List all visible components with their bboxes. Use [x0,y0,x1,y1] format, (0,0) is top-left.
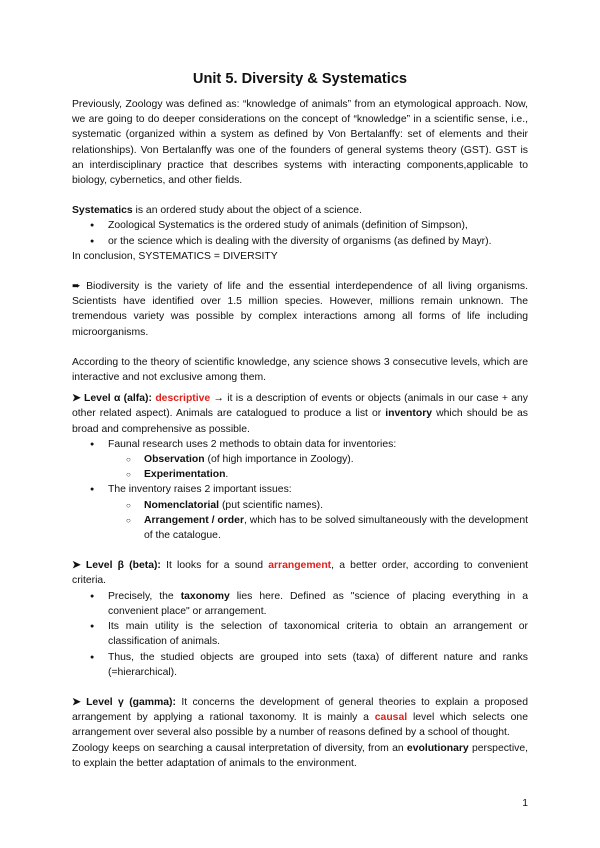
document-page [72,70,528,771]
level-beta-list [72,589,528,680]
list-item: ● Faunal research uses 2 methods to obtain data for inventories: ○ Observation (of high importance in Zoology). ○ Experimentation. [72,437,528,483]
list-item: ○ Nomenclatorial (put scientific names). [108,498,528,513]
list-item: ● Zoological Systematics is the ordered study of animals (definition of Simpson), [72,218,528,233]
list-item: ○ Arrangement / order, which has to be solved simultaneously with the development of the catalogue. [108,513,528,543]
systematics-list [72,218,528,248]
level-gamma-label: ➤ Level γ (gamma): [72,696,176,708]
causal-keyword: causal [374,712,408,724]
systematics-conclusion: In conclusion, SYSTEMATICS = DIVERSITY [72,250,278,262]
list-item: ● Precisely, the taxonomy lies here. Defined as "science of placing everything in a convenient place" or arrangement. [72,589,528,619]
list-item: ● The inventory raises 2 important issues: ○ Nomenclatorial (put scientific names). ○ Arrangement / order, which has to be solved simultaneously with the development of the catalogue. [72,482,528,543]
level-beta-label: ➤ Level β (beta): [72,560,161,572]
methods-list [108,452,528,482]
list-item: ● Thus, the studied objects are grouped into sets (taxa) of different nature and ranks (=hierarchical). [72,650,528,680]
issues-list [108,498,528,544]
systematics-definition: Systematics is an ordered study about the object of a science. [72,205,362,217]
page-title: Unit 5. Diversity & Systematics [192,71,408,87]
biodiversity-paragraph: ➨ Biodiversity is the variety of life and the essential interdependence of all living organisms. Scientists have identified over 1.5 million species. However, millions remain unknown. The tremendous variety was possible by complex interactions among all forms of life including microorganisms. [72,281,528,338]
closing-paragraph: Zoology keeps on searching a causal interpretation of diversity, from an evolutionary perspective, to explain the better adaptation of animals to the environment. [72,742,528,769]
level-gamma-paragraph: ➤ Level γ (gamma): It concerns the development of general theories to explain a proposed arrangement by applying a rational taxonomy. It is mainly a causal level which selects one arrangement over several also possible by a number of reasons defined by a school of thought. [72,696,528,739]
page-number: 1 [522,798,528,809]
list-item: ○ Experimentation. [108,467,528,482]
list-item: ● Its main utility is the selection of taxonomical criteria to obtain an arrangement or classification of animals. [72,619,528,649]
arrangement-keyword: arrangement [268,560,332,572]
level-alfa-list [72,437,528,543]
systematics-term: Systematics [72,205,133,217]
list-item: ○ Observation (of high importance in Zoology). [108,452,528,467]
level-beta-paragraph: ➤ Level β (beta): It looks for a sound arrangement, a better order, according to convenient criteria. [72,560,528,587]
list-item: ● or the science which is dealing with the diversity of organisms (as defined by Mayr). [72,234,528,249]
level-alfa-paragraph: ➤ Level α (alfa): descriptive → it is a description of events or objects (animals in our case + any other related aspect). Animals are catalogued to produce a list or inventory which should be as broad and comprehensive as possible. [72,393,529,435]
intro-paragraph: Previously, Zoology was defined as: “knowledge of animals” from an etymological approach. Now, we are going to do deeper considerations on the concept of “knowledge” in a scientific sense, i.e., systematic (organized within a system as defined by Von Bertalanffy: set of elements and their relationships). Von Bertalanffy was one of the founders of general systems theory (GST). GST is an interdisciplinary practice that describes systems with interacting components,applicable to biology, cybernetics, and other fields. [72,99,528,187]
descriptive-keyword: descriptive [155,393,211,405]
theory-paragraph: According to the theory of scientific knowledge, any science shows 3 consecutive levels, which are interactive and not exclusive among them. [72,356,528,384]
level-alfa-label: ➤ Level α (alfa): [72,393,152,405]
